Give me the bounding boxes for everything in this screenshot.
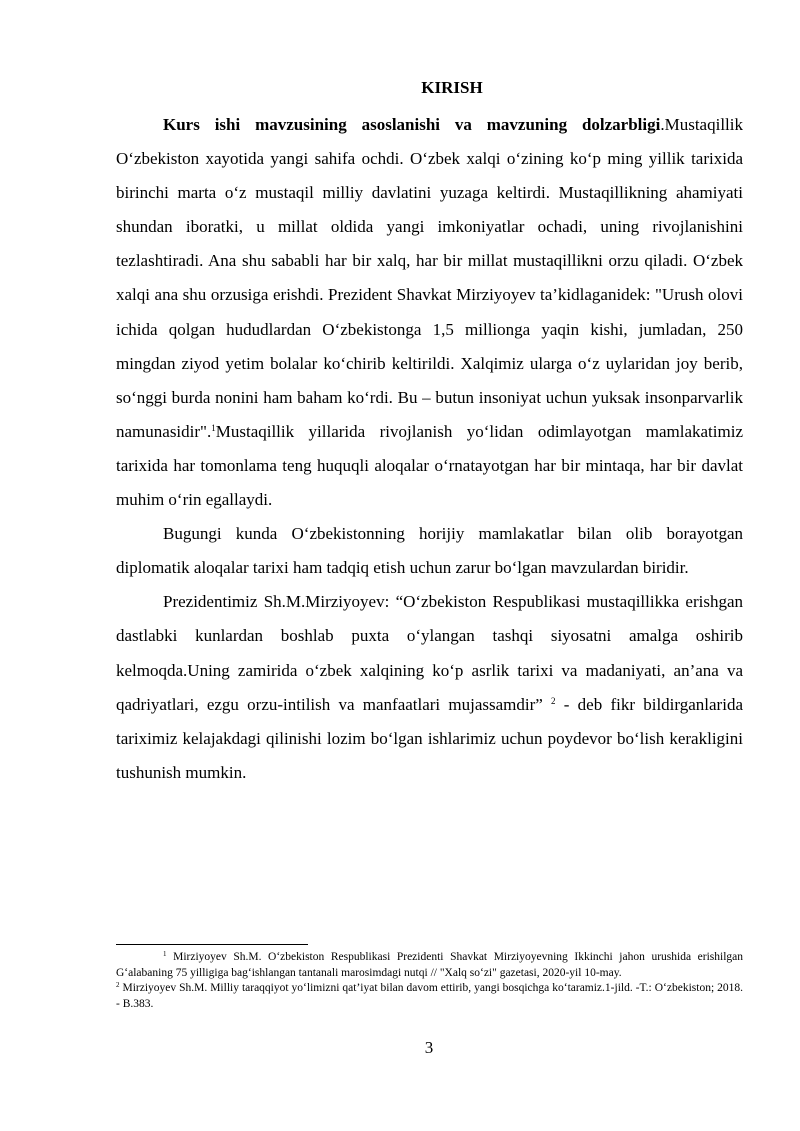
- footnote-ref-2[interactable]: 2: [551, 695, 556, 706]
- footnote-1-number: 1: [163, 950, 167, 958]
- paragraph-3-text-b: - deb fikr bildirganlarida tariximiz kelajakdagi qilinishi lozim bo‘lgan ishlarimiz uchun poydevor bo‘lish kerakligini tushunish mumkin.: [116, 694, 743, 782]
- body-text: [116, 108, 743, 790]
- paragraph-1-bold-lead: Kurs ishi mavzusining asoslanishi va mavzuning dolzarbligi: [163, 115, 661, 134]
- footnote-1-text: Mirziyoyev Sh.M. O‘zbekiston Respublikasi Prezidenti Shavkat Mirziyoyevning Ikkinchi jahon urushida erishilgan G‘alabaning 75 yilligiga bag‘ishlangan tantanali marosimdagi nutqi // "Xalq so‘zi" gazetasi, 2020-yil 10-may.: [116, 951, 743, 979]
- footnote-2-text: Mirziyoyev Sh.M. Milliy taraqqiyot yo‘limizni qat’iyat bilan davom ettirib, yangi bosqichga ko‘taramiz.1-jild. -T.: O‘zbekiston; 2018. - B.383.: [116, 982, 743, 1010]
- paragraph-1-text-a: .Mustaqillik O‘zbekiston xayotida yangi sahifa ochdi. O‘zbek xalqi o‘zining ko‘p ming yillik tarixida birinchi marta o‘z mustaqil milliy davlatini yuzaga keltirdi. Mustaqillikning ahamiyati shundan iboratki, u millat oldida yangi imkoniyatlar ochadi, uning rivojlanishini tezlashtiradi. Ana shu sababli har bir xalq, har bir millat mustaqillikni orzu qiladi. O‘zbek xalqi ana shu orzusiga erishdi. Prezident Shavkat Mirziyoyev ta’kidlaganidek: "Urush olovi ichida qolgan hududlardan O‘zbekistonga 1,5 millionga yaqin kishi, jumladan, 250 mingdan ziyod yetim bolalar ko‘chirib keltirildi. Xalqimiz ularga o‘z uylaridan joy berib, so‘nggi burda nonini ham baham ko‘rdi. Bu – butun insoniyat uchun yuksak insonparvarlik namunasidir".: [116, 115, 743, 441]
- paragraph-3-text-a: Prezidentimiz Sh.M.Mirziyoyev: “O‘zbekiston Respublikasi mustaqillikka erishgan dastlabki kunlardan boshlab puxta o‘ylangan tashqi siyosatni amalga oshirib kelmoqda.Uning zamirida o‘zbek xalqining ko‘p asrlik tarixi va madaniyati, an’ana va qadriyatlari, ezgu orzu-intilish va manfaatlari mujassamdir”: [116, 592, 743, 714]
- paragraph-3: [116, 585, 743, 790]
- page-number: 3: [424, 1038, 434, 1057]
- footnote-2: [116, 981, 743, 1012]
- paragraph-1: [116, 108, 743, 517]
- section-heading: KIRISH: [421, 78, 483, 97]
- footnote-2-number: 2: [116, 981, 120, 989]
- paragraph-1-text-b: Mustaqillik yillarida rivojlanish yo‘lidan odimlayotgan mamlakatimiz tarixida har tomonlama teng huquqli aloqalar o‘rnatayotgan har bir mintaqa, har bir davlat muhim o‘rin egallaydi.: [116, 421, 743, 510]
- footnote-separator: [116, 944, 308, 945]
- footnote-ref-1[interactable]: 1: [211, 422, 216, 433]
- paragraph-2: Bugungi kunda O‘zbekistonning horijiy mamlakatlar bilan olib borayotgan diplomatik aloqalar tarixi ham tadqiq etish uchun zarur bo‘lgan mavzulardan biridir.: [116, 524, 743, 578]
- footnotes: [116, 950, 743, 1012]
- footnote-1: [116, 950, 743, 981]
